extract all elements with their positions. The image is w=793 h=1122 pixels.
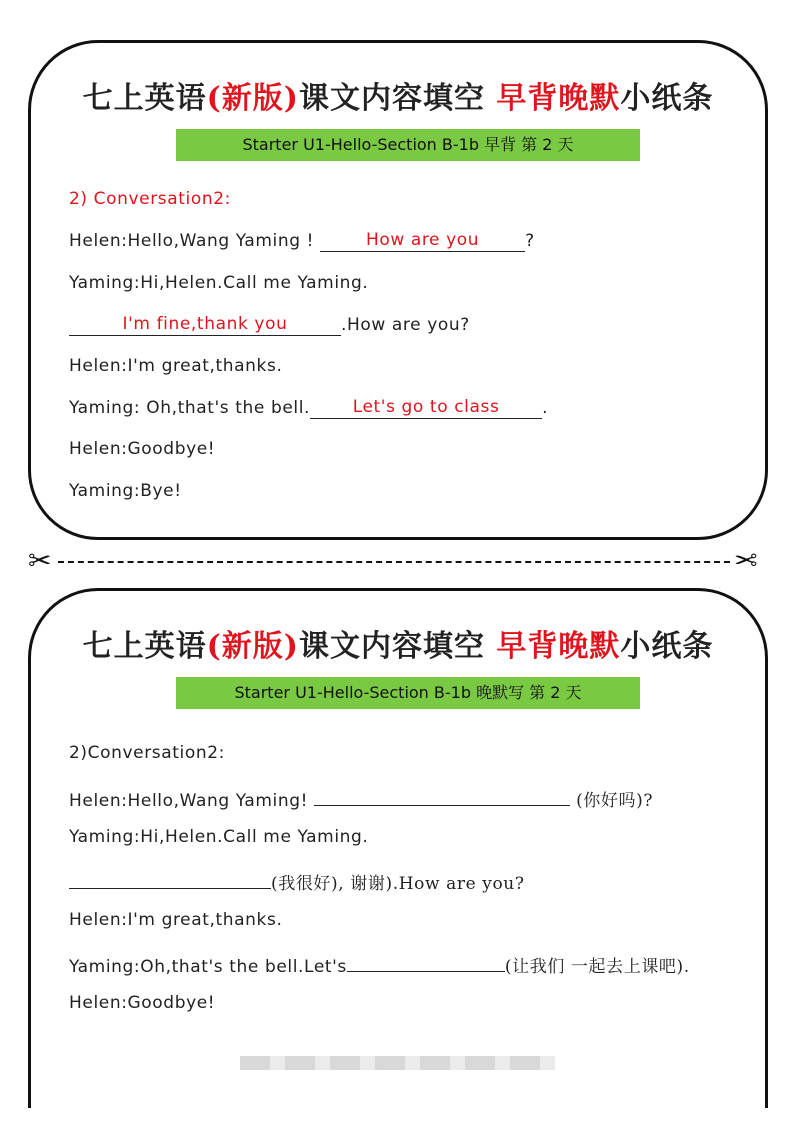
dialogue-line [69, 231, 535, 252]
title-text: 七上英语 [82, 81, 207, 116]
chinese-hint: (让我们 一起去上课吧). [504, 957, 690, 977]
dialogue-text: .How are you? [341, 315, 470, 335]
card-title [31, 621, 765, 665]
evening-dictation-card [28, 588, 768, 1108]
dialogue-line: Yaming:Bye! [69, 481, 182, 501]
section-label: 2)Conversation2: [69, 743, 225, 763]
dialogue-line: Helen:Goodbye! [69, 439, 216, 459]
answer-blank[interactable] [347, 951, 505, 972]
dialogue-text: . [542, 398, 549, 418]
section-banner: Starter U1-Hello-Section B-1b 晚默写 第 2 天 [176, 677, 640, 709]
chinese-hint: (我很好), 谢谢).How are you? [271, 874, 525, 894]
title-text: 课文内容填空 [298, 629, 497, 664]
scissors-icon: ✂ [734, 544, 758, 577]
dialogue-line: Helen:I'm great,thanks. [69, 910, 283, 930]
dialogue-line: Yaming:Hi,Helen.Call me Yaming. [69, 827, 369, 847]
answer-blank [69, 315, 341, 336]
title-red-text: 早背晚默 [496, 629, 621, 664]
dialogue-line [69, 868, 525, 894]
title-red-text: (新版) [206, 629, 299, 664]
dialogue-line: Yaming:Hi,Helen.Call me Yaming. [69, 273, 369, 293]
title-text: 小纸条 [620, 629, 714, 664]
blurred-watermark [240, 1056, 555, 1070]
dialogue-text: Helen:Hello,Wang Yaming ! [69, 231, 321, 251]
dialogue-line [69, 315, 470, 336]
title-text: 小纸条 [620, 81, 714, 116]
dialogue-line [69, 951, 690, 977]
title-red-text: 早背晚默 [496, 81, 621, 116]
dialogue-line [69, 785, 653, 811]
dialogue-line [69, 398, 548, 419]
answer-text: Let's go to class [352, 397, 500, 417]
dialogue-line: Helen:I'm great,thanks. [69, 356, 283, 376]
morning-recite-card [28, 40, 768, 540]
dialogue-text: ? [525, 231, 535, 251]
card-title [31, 73, 765, 117]
answer-blank[interactable] [314, 785, 570, 806]
answer-blank [310, 398, 542, 419]
scissors-icon: ✂ [28, 544, 52, 577]
section-banner: Starter U1-Hello-Section B-1b 早背 第 2 天 [176, 129, 640, 161]
answer-text: I'm fine,thank you [122, 314, 288, 334]
cut-line-divider [58, 561, 730, 563]
dialogue-text: Yaming:Oh,that's the bell.Let's [69, 957, 347, 977]
title-text: 七上英语 [82, 629, 207, 664]
answer-text: How are you [365, 230, 480, 250]
title-red-text: (新版) [206, 81, 299, 116]
answer-blank [320, 231, 525, 252]
chinese-hint: (你好吗)? [570, 791, 654, 811]
dialogue-line: Helen:Goodbye! [69, 993, 216, 1013]
dialogue-text: Yaming: Oh,that's the bell. [69, 398, 311, 418]
dialogue-text: Helen:Hello,Wang Yaming! [69, 791, 315, 811]
title-text: 课文内容填空 [298, 81, 497, 116]
section-label: 2) Conversation2: [69, 189, 231, 209]
answer-blank[interactable] [69, 868, 271, 889]
